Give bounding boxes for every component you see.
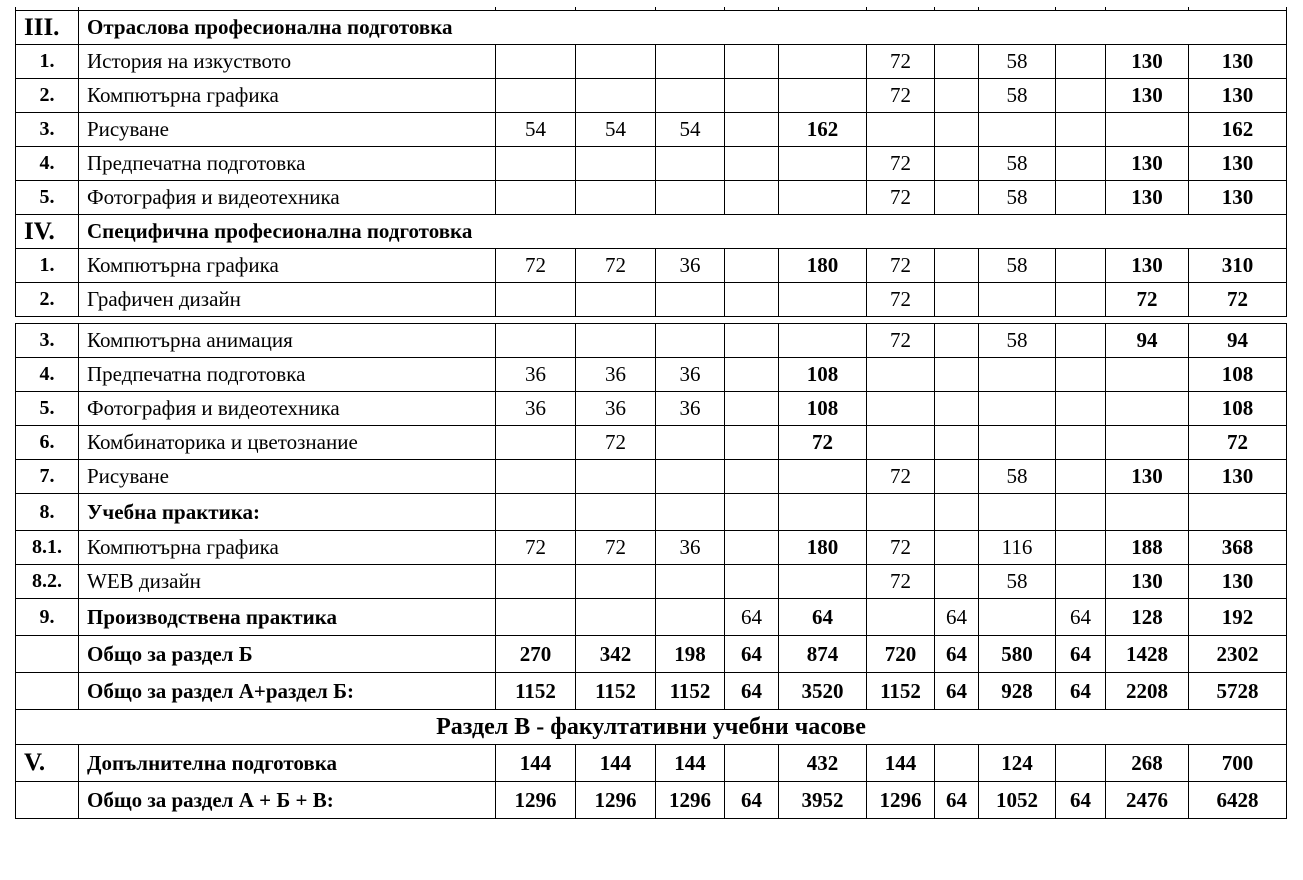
hours-cell: 180 xyxy=(779,531,867,565)
hours-cell xyxy=(1056,79,1106,113)
hours-cell xyxy=(1056,113,1106,147)
hours-cell xyxy=(1056,147,1106,181)
hours-cell: 36 xyxy=(656,249,725,283)
hours-cell: 144 xyxy=(656,745,725,782)
table-row xyxy=(16,79,1287,113)
hours-cell xyxy=(1106,358,1189,392)
hours-cell xyxy=(867,392,935,426)
hours-cell: 36 xyxy=(496,358,576,392)
hours-cell xyxy=(779,324,867,358)
table-row xyxy=(16,324,1287,358)
hours-cell xyxy=(935,494,979,531)
hours-cell xyxy=(725,324,779,358)
hours-cell: 108 xyxy=(1189,392,1287,426)
hours-cell: 72 xyxy=(867,79,935,113)
hours-cell: 72 xyxy=(867,283,935,317)
hours-cell xyxy=(979,426,1056,460)
hours-cell xyxy=(1106,426,1189,460)
table-row xyxy=(16,565,1287,599)
table-row xyxy=(16,249,1287,283)
hours-cell: 6428 xyxy=(1189,782,1287,819)
hours-cell xyxy=(656,565,725,599)
hours-cell xyxy=(779,147,867,181)
hours-cell: 130 xyxy=(1106,147,1189,181)
hours-cell: 64 xyxy=(725,673,779,710)
row-number: 1. xyxy=(16,249,79,283)
section-title: Специфична професионална подготовка xyxy=(79,215,1287,249)
hours-cell: 130 xyxy=(1189,147,1287,181)
hours-cell xyxy=(496,324,576,358)
hours-cell xyxy=(779,79,867,113)
hours-cell: 94 xyxy=(1189,324,1287,358)
hours-cell xyxy=(779,45,867,79)
hours-cell: 432 xyxy=(779,745,867,782)
hours-cell xyxy=(1056,358,1106,392)
hours-cell xyxy=(656,45,725,79)
hours-cell: 72 xyxy=(867,531,935,565)
hours-cell xyxy=(1056,392,1106,426)
hours-cell xyxy=(1056,531,1106,565)
hours-cell: 54 xyxy=(656,113,725,147)
hours-cell: 72 xyxy=(867,324,935,358)
hours-cell: 64 xyxy=(935,599,979,636)
row-subject: WEB дизайн xyxy=(79,565,496,599)
table-row xyxy=(16,283,1287,317)
row-subject: Общо за раздел А + Б + В: xyxy=(79,782,496,819)
hours-cell xyxy=(496,494,576,531)
hours-cell xyxy=(496,599,576,636)
hours-cell: 1428 xyxy=(1106,636,1189,673)
table-row xyxy=(16,426,1287,460)
row-number xyxy=(16,782,79,819)
hours-cell: 64 xyxy=(1056,782,1106,819)
hours-cell xyxy=(576,494,656,531)
row-subject: Рисуване xyxy=(79,113,496,147)
hours-cell: 580 xyxy=(979,636,1056,673)
hours-cell xyxy=(725,494,779,531)
hours-cell xyxy=(656,181,725,215)
row-number: 4. xyxy=(16,147,79,181)
hours-cell xyxy=(867,113,935,147)
hours-cell xyxy=(935,531,979,565)
hours-cell xyxy=(496,181,576,215)
hours-cell xyxy=(576,181,656,215)
hours-cell xyxy=(576,324,656,358)
row-number: 5. xyxy=(16,181,79,215)
row-subject: Общо за раздел А+раздел Б: xyxy=(79,673,496,710)
hours-cell: 72 xyxy=(1189,426,1287,460)
row-subject: Компютърна графика xyxy=(79,531,496,565)
curriculum-table xyxy=(15,7,1287,819)
hours-cell: 64 xyxy=(1056,673,1106,710)
hours-cell: 64 xyxy=(779,599,867,636)
gap-cell xyxy=(16,317,1287,324)
hours-cell: 130 xyxy=(1106,45,1189,79)
hours-cell: 72 xyxy=(576,426,656,460)
hours-cell: 130 xyxy=(1189,565,1287,599)
hours-cell: 36 xyxy=(656,358,725,392)
hours-cell: 128 xyxy=(1106,599,1189,636)
hours-cell: 162 xyxy=(1189,113,1287,147)
row-subject: Комбинаторика и цветознание xyxy=(79,426,496,460)
table-row xyxy=(16,358,1287,392)
hours-cell: 72 xyxy=(496,531,576,565)
row-number: 4. xyxy=(16,358,79,392)
hours-cell: 72 xyxy=(576,531,656,565)
row-subject: История на изкуството xyxy=(79,45,496,79)
row-number: 2. xyxy=(16,79,79,113)
hours-cell xyxy=(1106,494,1189,531)
hours-cell: 2208 xyxy=(1106,673,1189,710)
hours-cell xyxy=(725,565,779,599)
hours-cell: 36 xyxy=(656,531,725,565)
row-subject: Рисуване xyxy=(79,460,496,494)
row-subject: Компютърна графика xyxy=(79,249,496,283)
row-subject: Общо за раздел Б xyxy=(79,636,496,673)
hours-cell: 1152 xyxy=(656,673,725,710)
table-row xyxy=(16,599,1287,636)
hours-cell xyxy=(1056,745,1106,782)
hours-cell: 64 xyxy=(725,636,779,673)
hours-cell: 130 xyxy=(1189,45,1287,79)
hours-cell: 72 xyxy=(867,45,935,79)
hours-cell xyxy=(576,565,656,599)
hours-cell: 64 xyxy=(1056,636,1106,673)
section-banner xyxy=(16,710,1287,745)
hours-cell xyxy=(1106,113,1189,147)
row-number: 1. xyxy=(16,45,79,79)
row-subject: Компютърна анимация xyxy=(79,324,496,358)
hours-cell xyxy=(656,426,725,460)
hours-cell: 130 xyxy=(1189,460,1287,494)
row-subject: Графичен дизайн xyxy=(79,283,496,317)
hours-cell xyxy=(935,249,979,283)
hours-cell xyxy=(779,181,867,215)
hours-cell: 124 xyxy=(979,745,1056,782)
hours-cell: 1152 xyxy=(496,673,576,710)
hours-cell xyxy=(935,426,979,460)
hours-cell: 64 xyxy=(1056,599,1106,636)
hours-cell: 108 xyxy=(1189,358,1287,392)
hours-cell: 116 xyxy=(979,531,1056,565)
hours-cell xyxy=(935,460,979,494)
hours-cell xyxy=(725,249,779,283)
row-subject: Фотография и видеотехника xyxy=(79,181,496,215)
hours-cell xyxy=(496,565,576,599)
row-number: 9. xyxy=(16,599,79,636)
hours-cell xyxy=(935,45,979,79)
hours-cell: 130 xyxy=(1106,249,1189,283)
hours-cell: 3952 xyxy=(779,782,867,819)
hours-cell xyxy=(576,147,656,181)
table-row xyxy=(16,45,1287,79)
hours-cell xyxy=(576,79,656,113)
hours-cell: 72 xyxy=(1106,283,1189,317)
hours-cell: 198 xyxy=(656,636,725,673)
hours-cell xyxy=(1056,181,1106,215)
hours-cell xyxy=(979,283,1056,317)
row-number: 3. xyxy=(16,324,79,358)
hours-cell xyxy=(935,283,979,317)
section-header-row xyxy=(16,215,1287,249)
row-number: 8. xyxy=(16,494,79,531)
hours-cell xyxy=(935,392,979,426)
hours-cell: 58 xyxy=(979,565,1056,599)
row-subject: Компютърна графика xyxy=(79,79,496,113)
hours-cell xyxy=(1056,494,1106,531)
hours-cell: 108 xyxy=(779,392,867,426)
hours-cell xyxy=(1056,426,1106,460)
row-subject: Производствена практика xyxy=(79,599,496,636)
row-number: V. xyxy=(16,745,79,782)
hours-cell xyxy=(979,599,1056,636)
section-banner-title: Раздел В - факултативни учебни часове xyxy=(16,710,1287,745)
hours-cell: 720 xyxy=(867,636,935,673)
row-number xyxy=(16,636,79,673)
hours-cell xyxy=(779,460,867,494)
row-number: 5. xyxy=(16,392,79,426)
hours-cell: 270 xyxy=(496,636,576,673)
hours-cell: 5728 xyxy=(1189,673,1287,710)
section-number: IV. xyxy=(16,215,79,249)
hours-cell xyxy=(935,147,979,181)
hours-cell: 3520 xyxy=(779,673,867,710)
hours-cell: 72 xyxy=(867,249,935,283)
table-row xyxy=(16,460,1287,494)
row-number: 8.1. xyxy=(16,531,79,565)
table-row xyxy=(16,147,1287,181)
hours-cell: 72 xyxy=(779,426,867,460)
total-row xyxy=(16,782,1287,819)
hours-cell xyxy=(725,745,779,782)
hours-cell: 58 xyxy=(979,249,1056,283)
hours-cell xyxy=(935,181,979,215)
hours-cell xyxy=(725,283,779,317)
hours-cell: 1296 xyxy=(576,782,656,819)
hours-cell: 1052 xyxy=(979,782,1056,819)
row-number xyxy=(16,673,79,710)
hours-cell xyxy=(725,45,779,79)
hours-cell xyxy=(576,460,656,494)
hours-cell: 72 xyxy=(496,249,576,283)
hours-cell xyxy=(867,426,935,460)
hours-cell: 64 xyxy=(725,599,779,636)
hours-cell: 1152 xyxy=(576,673,656,710)
table-gap xyxy=(16,317,1287,324)
hours-cell xyxy=(656,494,725,531)
section-header-row xyxy=(16,11,1287,45)
table-row xyxy=(16,531,1287,565)
hours-cell: 2476 xyxy=(1106,782,1189,819)
hours-cell: 130 xyxy=(1189,79,1287,113)
hours-cell: 64 xyxy=(935,673,979,710)
hours-cell: 192 xyxy=(1189,599,1287,636)
hours-cell: 928 xyxy=(979,673,1056,710)
hours-cell xyxy=(935,565,979,599)
hours-cell: 188 xyxy=(1106,531,1189,565)
hours-cell: 1296 xyxy=(867,782,935,819)
hours-cell: 36 xyxy=(576,392,656,426)
hours-cell: 130 xyxy=(1106,181,1189,215)
hours-cell xyxy=(979,113,1056,147)
row-number: 7. xyxy=(16,460,79,494)
row-subject: Фотография и видеотехника xyxy=(79,392,496,426)
row-number: 3. xyxy=(16,113,79,147)
hours-cell: 64 xyxy=(935,782,979,819)
hours-cell xyxy=(656,460,725,494)
hours-cell: 268 xyxy=(1106,745,1189,782)
hours-cell: 130 xyxy=(1189,181,1287,215)
hours-cell: 54 xyxy=(576,113,656,147)
hours-cell: 94 xyxy=(1106,324,1189,358)
hours-cell: 72 xyxy=(576,249,656,283)
hours-cell: 58 xyxy=(979,324,1056,358)
hours-cell: 342 xyxy=(576,636,656,673)
hours-cell xyxy=(867,599,935,636)
hours-cell xyxy=(1056,249,1106,283)
hours-cell: 64 xyxy=(725,782,779,819)
hours-cell: 130 xyxy=(1106,79,1189,113)
hours-cell: 180 xyxy=(779,249,867,283)
hours-cell xyxy=(496,426,576,460)
hours-cell: 36 xyxy=(576,358,656,392)
hours-cell xyxy=(725,426,779,460)
hours-cell xyxy=(779,283,867,317)
hours-cell: 310 xyxy=(1189,249,1287,283)
hours-cell: 36 xyxy=(656,392,725,426)
row-subject: Допълнителна подготовка xyxy=(79,745,496,782)
hours-cell xyxy=(935,745,979,782)
hours-cell xyxy=(725,531,779,565)
hours-cell: 130 xyxy=(1106,565,1189,599)
row-number: 8.2. xyxy=(16,565,79,599)
hours-cell xyxy=(496,460,576,494)
hours-cell xyxy=(656,324,725,358)
table-row xyxy=(16,181,1287,215)
hours-cell: 874 xyxy=(779,636,867,673)
hours-cell xyxy=(979,392,1056,426)
hours-cell xyxy=(935,358,979,392)
hours-cell xyxy=(867,494,935,531)
hours-cell xyxy=(979,494,1056,531)
hours-cell: 58 xyxy=(979,45,1056,79)
hours-cell xyxy=(779,494,867,531)
hours-cell: 58 xyxy=(979,181,1056,215)
table-row xyxy=(16,113,1287,147)
hours-cell xyxy=(576,599,656,636)
hours-cell xyxy=(779,565,867,599)
table-row xyxy=(16,392,1287,426)
row-subject: Предпечатна подготовка xyxy=(79,358,496,392)
total-row xyxy=(16,745,1287,782)
hours-cell: 36 xyxy=(496,392,576,426)
hours-cell xyxy=(867,358,935,392)
section-title: Отраслова професионална подготовка xyxy=(79,11,1287,45)
hours-cell: 72 xyxy=(867,460,935,494)
hours-cell: 108 xyxy=(779,358,867,392)
hours-cell xyxy=(496,45,576,79)
hours-cell xyxy=(656,283,725,317)
hours-cell xyxy=(576,45,656,79)
hours-cell xyxy=(725,147,779,181)
hours-cell: 58 xyxy=(979,147,1056,181)
total-row xyxy=(16,636,1287,673)
section-number: III. xyxy=(16,11,79,45)
hours-cell xyxy=(935,79,979,113)
hours-cell xyxy=(979,358,1056,392)
hours-cell: 72 xyxy=(867,181,935,215)
hours-cell xyxy=(725,358,779,392)
hours-cell xyxy=(576,283,656,317)
hours-cell xyxy=(656,147,725,181)
hours-cell: 1296 xyxy=(656,782,725,819)
row-subject: Предпечатна подготовка xyxy=(79,147,496,181)
hours-cell xyxy=(725,113,779,147)
row-number: 2. xyxy=(16,283,79,317)
row-number: 6. xyxy=(16,426,79,460)
table-body xyxy=(16,7,1287,819)
hours-cell: 144 xyxy=(496,745,576,782)
hours-cell: 58 xyxy=(979,79,1056,113)
hours-cell xyxy=(1189,494,1287,531)
hours-cell: 368 xyxy=(1189,531,1287,565)
hours-cell xyxy=(725,460,779,494)
hours-cell: 700 xyxy=(1189,745,1287,782)
hours-cell: 54 xyxy=(496,113,576,147)
hours-cell xyxy=(656,599,725,636)
hours-cell xyxy=(496,147,576,181)
hours-cell: 130 xyxy=(1106,460,1189,494)
hours-cell xyxy=(935,113,979,147)
hours-cell xyxy=(1056,565,1106,599)
hours-cell: 144 xyxy=(867,745,935,782)
hours-cell xyxy=(1056,283,1106,317)
hours-cell: 1152 xyxy=(867,673,935,710)
hours-cell: 58 xyxy=(979,460,1056,494)
hours-cell: 162 xyxy=(779,113,867,147)
table-row xyxy=(16,494,1287,531)
hours-cell xyxy=(496,283,576,317)
total-row xyxy=(16,673,1287,710)
hours-cell xyxy=(1106,392,1189,426)
hours-cell xyxy=(725,79,779,113)
hours-cell: 72 xyxy=(1189,283,1287,317)
hours-cell xyxy=(1056,324,1106,358)
hours-cell xyxy=(935,324,979,358)
hours-cell: 1296 xyxy=(496,782,576,819)
hours-cell xyxy=(725,392,779,426)
hours-cell xyxy=(1056,460,1106,494)
hours-cell xyxy=(496,79,576,113)
hours-cell xyxy=(725,181,779,215)
hours-cell: 2302 xyxy=(1189,636,1287,673)
row-subject: Учебна практика: xyxy=(79,494,496,531)
hours-cell: 72 xyxy=(867,147,935,181)
hours-cell: 144 xyxy=(576,745,656,782)
hours-cell: 72 xyxy=(867,565,935,599)
hours-cell xyxy=(1056,45,1106,79)
hours-cell xyxy=(656,79,725,113)
hours-cell: 64 xyxy=(935,636,979,673)
